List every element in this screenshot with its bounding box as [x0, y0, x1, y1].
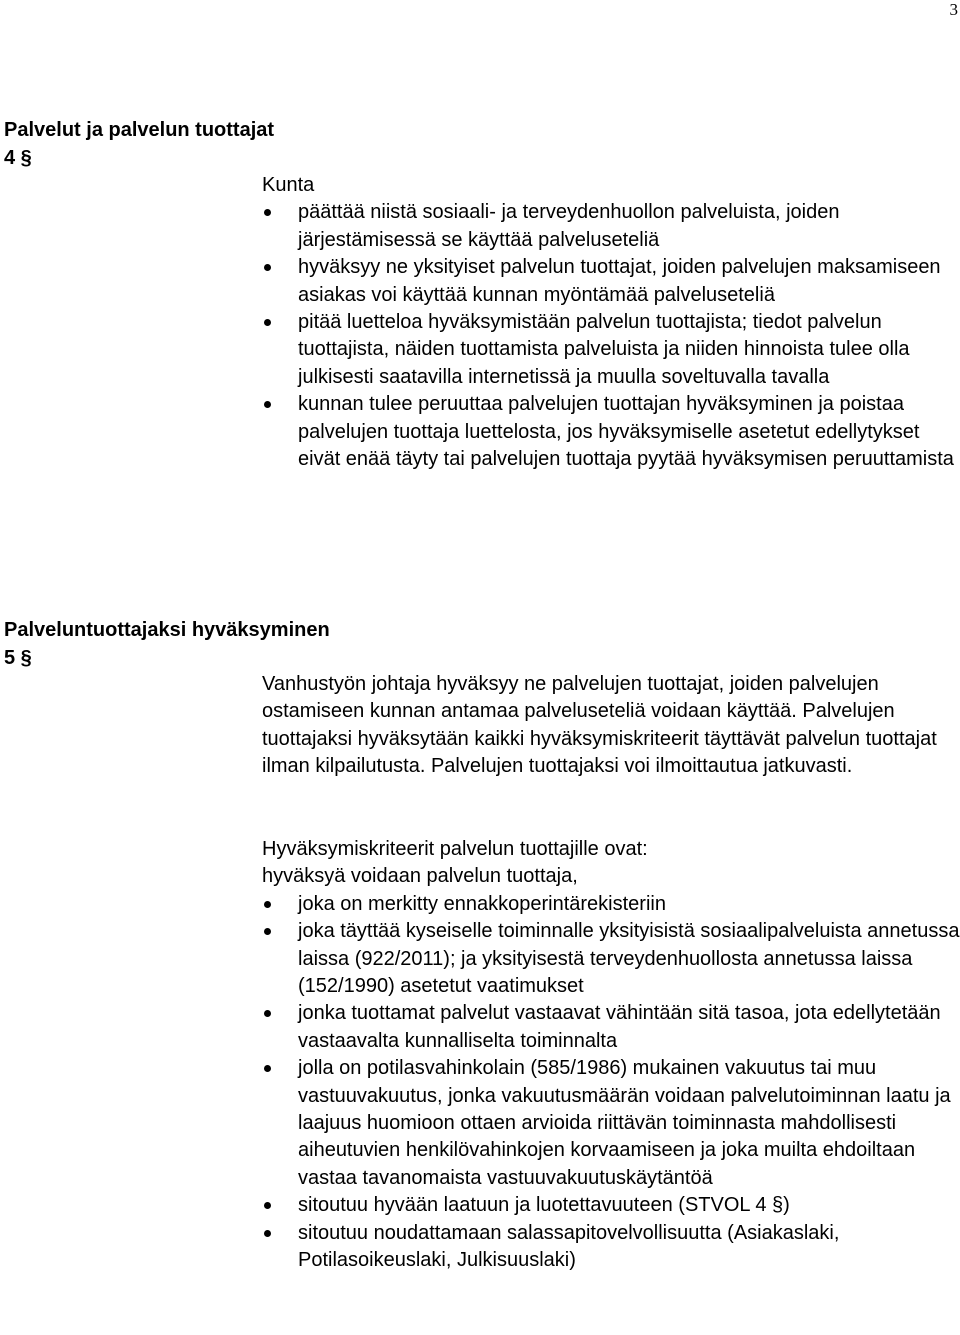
section-5-title: Palveluntuottajaksi hyväksyminen — [4, 619, 330, 641]
list-item — [262, 891, 960, 918]
bullet-icon — [264, 401, 271, 408]
section-5-number: 5 § — [4, 647, 32, 669]
list-item-text: sitoutuu hyvään laatuun ja luotettavuuteen (STVOL 4 §) — [298, 1194, 790, 1217]
bullet-icon — [264, 264, 271, 271]
page-number: 3 — [949, 0, 958, 19]
bullet-icon — [264, 1202, 271, 1209]
list-item-text: jolla on potilasvahinkolain (585/1986) mukainen vakuutus tai muu vastuuvakuutus, jonka vakuutusmäärän voidaan palvelutoiminnan laatu ja laajuus huomioon ottaen arvioida riittävän toiminnasta mahdollisesti aiheutuvien henkilövahinkojen korvaamiseen ja joka muilta ehdoiltaan vastaa tavanomaista vastuuvakuutuskäytäntöä — [298, 1057, 951, 1189]
list-item-text: hyväksyy ne yksityiset palvelun tuottajat, joiden palvelujen maksamiseen asiakas voi käyttää kunnan myöntämää palveluseteliä — [298, 256, 941, 306]
section-5-paragraph — [262, 671, 960, 781]
criteria-intro: hyväksyä voidaan palvelun tuottaja, — [262, 865, 578, 888]
section-4-subject: Kunta — [262, 174, 315, 196]
list-item-text: jonka tuottamat palvelut vastaavat vähintään sitä tasoa, jota edellytetään vastaavalta kunnalliselta toiminnalta — [298, 1002, 941, 1052]
bullet-icon — [264, 1010, 271, 1017]
criteria-heading: Hyväksymiskriteerit palvelun tuottajille ovat: — [262, 838, 648, 860]
list-item-text: päättää niistä sosiaali- ja terveydenhuollon palveluista, joiden järjestämisessä se käyttää palveluseteliä — [298, 201, 840, 251]
list-item — [262, 309, 960, 391]
list-item — [262, 1000, 960, 1055]
list-item-text: joka täyttää kyseiselle toiminnalle yksityisistä sosiaalipalveluista annetussa laissa (922/2011); ja yksityisestä terveydenhuollosta annetussa laissa (152/1990) asetetut vaatimukset — [298, 920, 960, 998]
bullet-icon — [264, 209, 271, 216]
section-5-paragraph-text: Vanhustyön johtaja hyväksyy ne palvelujen tuottajat, joiden palvelujen ostamiseen kunnan antamaa palveluseteliä voidaan käyttää. Palvelujen tuottajaksi hyväksytään kaikki hyväksymiskriteerit täyttävät palvelun tuottajat ilman kilpailutusta. Palvelujen tuottajaksi voi ilmoittautua jatkuvasti. — [262, 673, 937, 778]
criteria-list — [262, 891, 960, 1275]
list-item — [262, 1220, 960, 1275]
list-item — [262, 1192, 960, 1219]
list-item — [262, 254, 960, 309]
section-5-criteria — [262, 836, 960, 1275]
list-item — [262, 199, 960, 254]
section-4-body — [262, 172, 960, 473]
list-item — [262, 918, 960, 1000]
list-item-text: joka on merkitty ennakkoperintärekisteriin — [298, 892, 666, 915]
bullet-icon — [264, 901, 271, 908]
section-4-list — [262, 199, 960, 473]
section-4-number: 4 § — [4, 147, 32, 169]
list-item — [262, 391, 960, 473]
list-item — [262, 1055, 960, 1192]
list-item-text: pitää luetteloa hyväksymistään palvelun tuottajista; tiedot palvelun tuottajista, näiden tuottamista palveluista ja niiden hinnoista tulee olla julkisesti saatavilla internetissä ja muulla soveltuvalla tavalla — [298, 311, 910, 388]
bullet-icon — [264, 319, 271, 326]
section-4-title: Palvelut ja palvelun tuottajat — [4, 119, 275, 141]
bullet-icon — [264, 1230, 271, 1237]
list-item-text: sitoutuu noudattamaan salassapitovelvollisuutta (Asiakaslaki, Potilasoikeuslaki, Julkisuuslaki) — [298, 1221, 840, 1272]
list-item-text: kunnan tulee peruuttaa palvelujen tuottajan hyväksyminen ja poistaa palvelujen tuottaja luettelosta, jos hyväksymiselle asetetut edellytykset eivät enää täyty tai palvelujen tuottaja pyytää hyväksymisen peruuttamista — [298, 393, 954, 471]
bullet-icon — [264, 928, 271, 935]
bullet-icon — [264, 1065, 271, 1072]
